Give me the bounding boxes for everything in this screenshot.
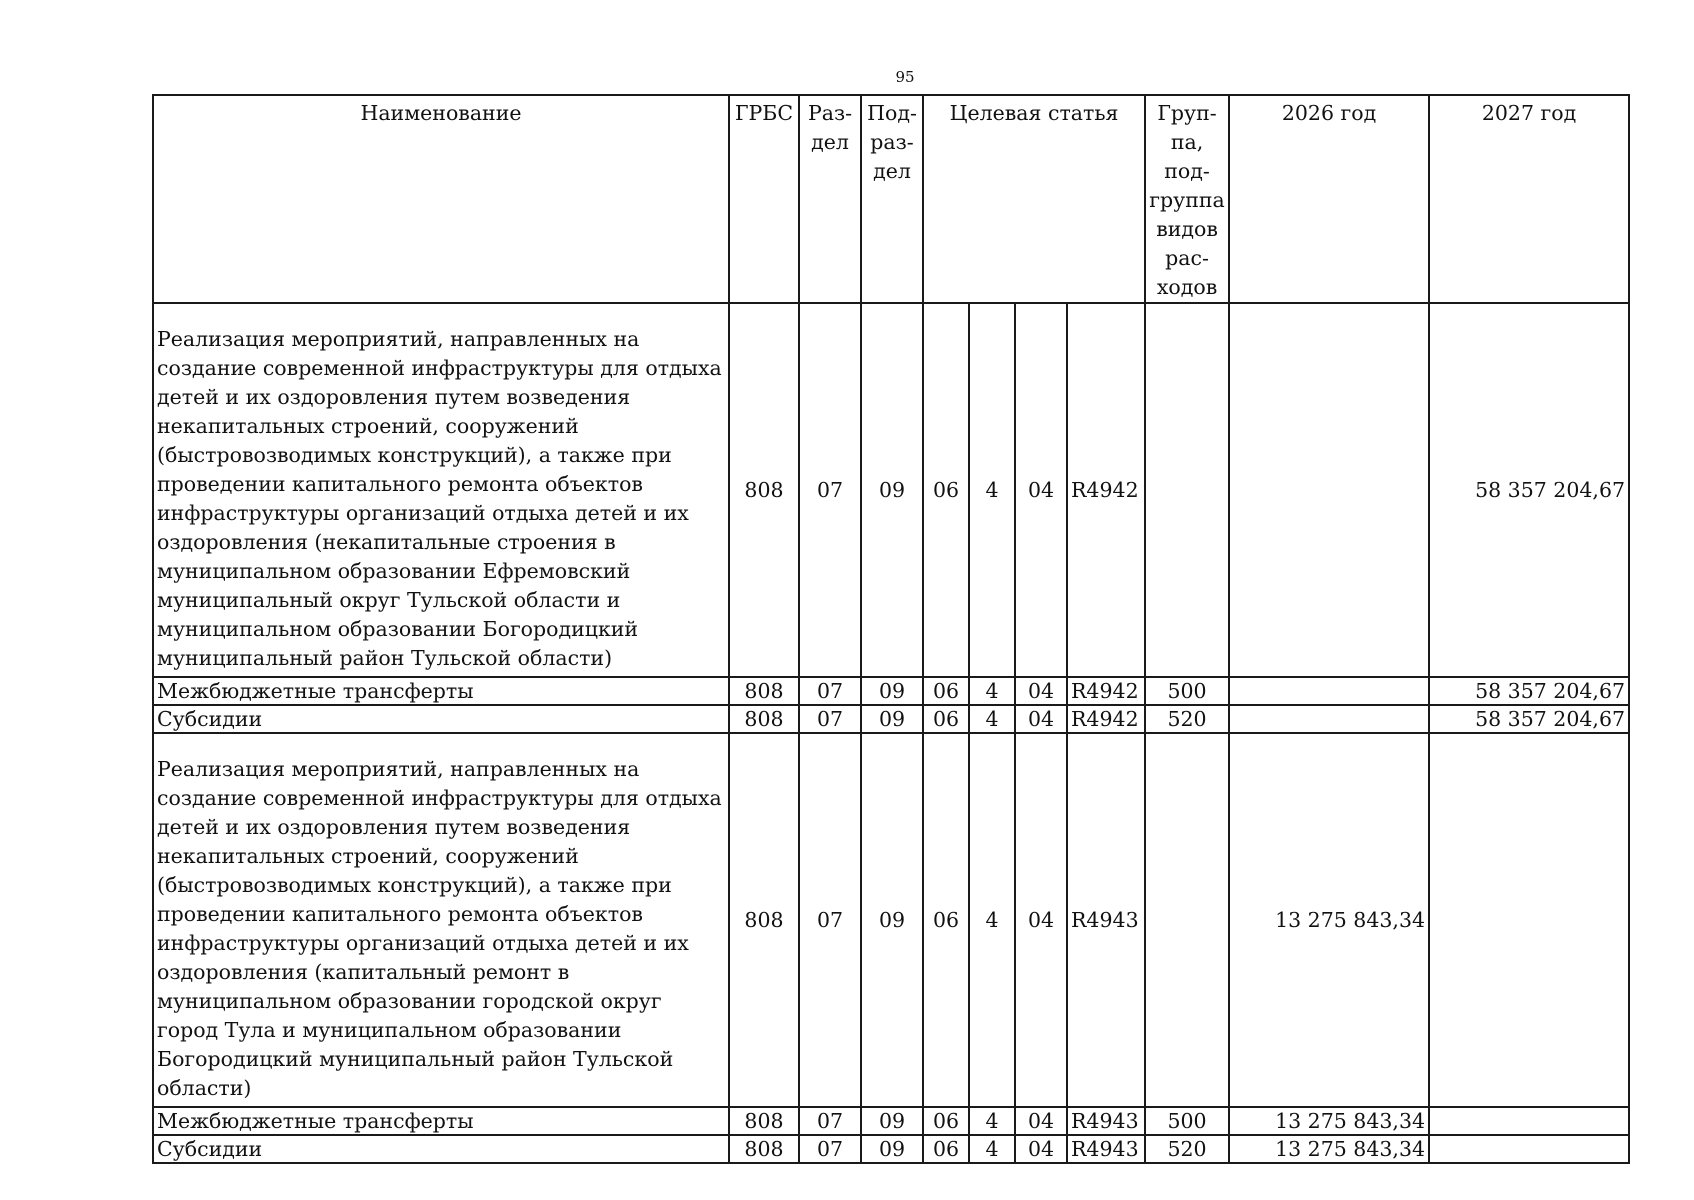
cell-subsection: 09 (861, 705, 923, 733)
cell-y2027 (1429, 1135, 1629, 1163)
cell-name: Межбюджетные трансферты (153, 1107, 729, 1135)
cell-group: 500 (1145, 1107, 1229, 1135)
cell-y2026 (1229, 705, 1429, 733)
cell-grbs: 808 (729, 705, 799, 733)
header-grbs: ГРБС (729, 95, 799, 303)
cell-y2026: 13 275 843,34 (1229, 733, 1429, 1107)
header-section: Раз- дел (799, 95, 861, 303)
cell-t4: R4943 (1067, 1135, 1145, 1163)
cell-t3: 04 (1015, 1107, 1067, 1135)
header-year-2027: 2027 год (1429, 95, 1629, 303)
cell-t3: 04 (1015, 303, 1067, 677)
cell-y2026: 13 275 843,34 (1229, 1107, 1429, 1135)
table-row (153, 705, 1629, 733)
cell-section: 07 (799, 1107, 861, 1135)
cell-grbs: 808 (729, 1135, 799, 1163)
cell-t2: 4 (969, 677, 1015, 705)
cell-t2: 4 (969, 1107, 1015, 1135)
table-body (153, 303, 1629, 1163)
cell-section: 07 (799, 303, 861, 677)
cell-y2026: 13 275 843,34 (1229, 1135, 1429, 1163)
cell-y2026 (1229, 677, 1429, 705)
cell-t4: R4942 (1067, 303, 1145, 677)
cell-grbs: 808 (729, 303, 799, 677)
cell-t3: 04 (1015, 733, 1067, 1107)
cell-group: 520 (1145, 1135, 1229, 1163)
cell-t1: 06 (923, 1135, 969, 1163)
cell-grbs: 808 (729, 677, 799, 705)
cell-t4: R4942 (1067, 705, 1145, 733)
budget-table (152, 94, 1630, 1164)
cell-group (1145, 733, 1229, 1107)
cell-subsection: 09 (861, 1107, 923, 1135)
cell-t2: 4 (969, 1135, 1015, 1163)
table-header-row (153, 95, 1629, 303)
cell-group (1145, 303, 1229, 677)
table-row (153, 677, 1629, 705)
cell-t2: 4 (969, 303, 1015, 677)
cell-t1: 06 (923, 1107, 969, 1135)
cell-group: 520 (1145, 705, 1229, 733)
cell-t1: 06 (923, 303, 969, 677)
cell-name: Межбюджетные трансферты (153, 677, 729, 705)
cell-t2: 4 (969, 705, 1015, 733)
cell-subsection: 09 (861, 733, 923, 1107)
cell-subsection: 09 (861, 303, 923, 677)
cell-t4: R4943 (1067, 733, 1145, 1107)
cell-subsection: 09 (861, 677, 923, 705)
cell-y2027: 58 357 204,67 (1429, 677, 1629, 705)
header-target-article: Целевая статья (923, 95, 1145, 303)
page-number: 95 (895, 68, 915, 86)
header-subsection: Под- раз- дел (861, 95, 923, 303)
cell-t3: 04 (1015, 677, 1067, 705)
cell-subsection: 09 (861, 1135, 923, 1163)
cell-group: 500 (1145, 677, 1229, 705)
table-row (153, 1135, 1629, 1163)
cell-y2027 (1429, 1107, 1629, 1135)
cell-name: Субсидии (153, 705, 729, 733)
cell-t3: 04 (1015, 705, 1067, 733)
cell-y2026 (1229, 303, 1429, 677)
table-row (153, 733, 1629, 1107)
header-year-2026: 2026 год (1229, 95, 1429, 303)
cell-section: 07 (799, 677, 861, 705)
cell-t1: 06 (923, 733, 969, 1107)
cell-name: Реализация мероприятий, направленных на создание современной инфраструктуры для отдыха детей и их оздоровления путем возведения некапитальных строений, сооружений (быстровозводимых конструкций), а также при проведении капитального ремонта объектов инфраструктуры организаций отдыха детей и их оздоровления (некапитальные строения в муниципальном образовании Ефремовский муниципальный округ Тульской области и муниципальном образовании Богородицкий муниципальный район Тульской области) (153, 303, 729, 677)
cell-section: 07 (799, 1135, 861, 1163)
table-row (153, 1107, 1629, 1135)
cell-grbs: 808 (729, 1107, 799, 1135)
cell-t1: 06 (923, 677, 969, 705)
cell-name: Реализация мероприятий, направленных на создание современной инфраструктуры для отдыха детей и их оздоровления путем возведения некапитальных строений, сооружений (быстровозводимых конструкций), а также при проведении капитального ремонта объектов инфраструктуры организаций отдыха детей и их оздоровления (капитальный ремонт в муниципальном образовании городской округ город Тула и муниципальном образовании Богородицкий муниципальный район Тульской области) (153, 733, 729, 1107)
cell-name: Субсидии (153, 1135, 729, 1163)
cell-t1: 06 (923, 705, 969, 733)
header-expense-group: Груп- па, под- группа видов рас- ходов (1145, 95, 1229, 303)
cell-section: 07 (799, 733, 861, 1107)
table-row (153, 303, 1629, 677)
cell-t3: 04 (1015, 1135, 1067, 1163)
cell-t4: R4942 (1067, 677, 1145, 705)
cell-t4: R4943 (1067, 1107, 1145, 1135)
cell-y2027 (1429, 733, 1629, 1107)
cell-y2027: 58 357 204,67 (1429, 303, 1629, 677)
cell-grbs: 808 (729, 733, 799, 1107)
header-name: Наименование (153, 95, 729, 303)
cell-t2: 4 (969, 733, 1015, 1107)
cell-section: 07 (799, 705, 861, 733)
cell-y2027: 58 357 204,67 (1429, 705, 1629, 733)
